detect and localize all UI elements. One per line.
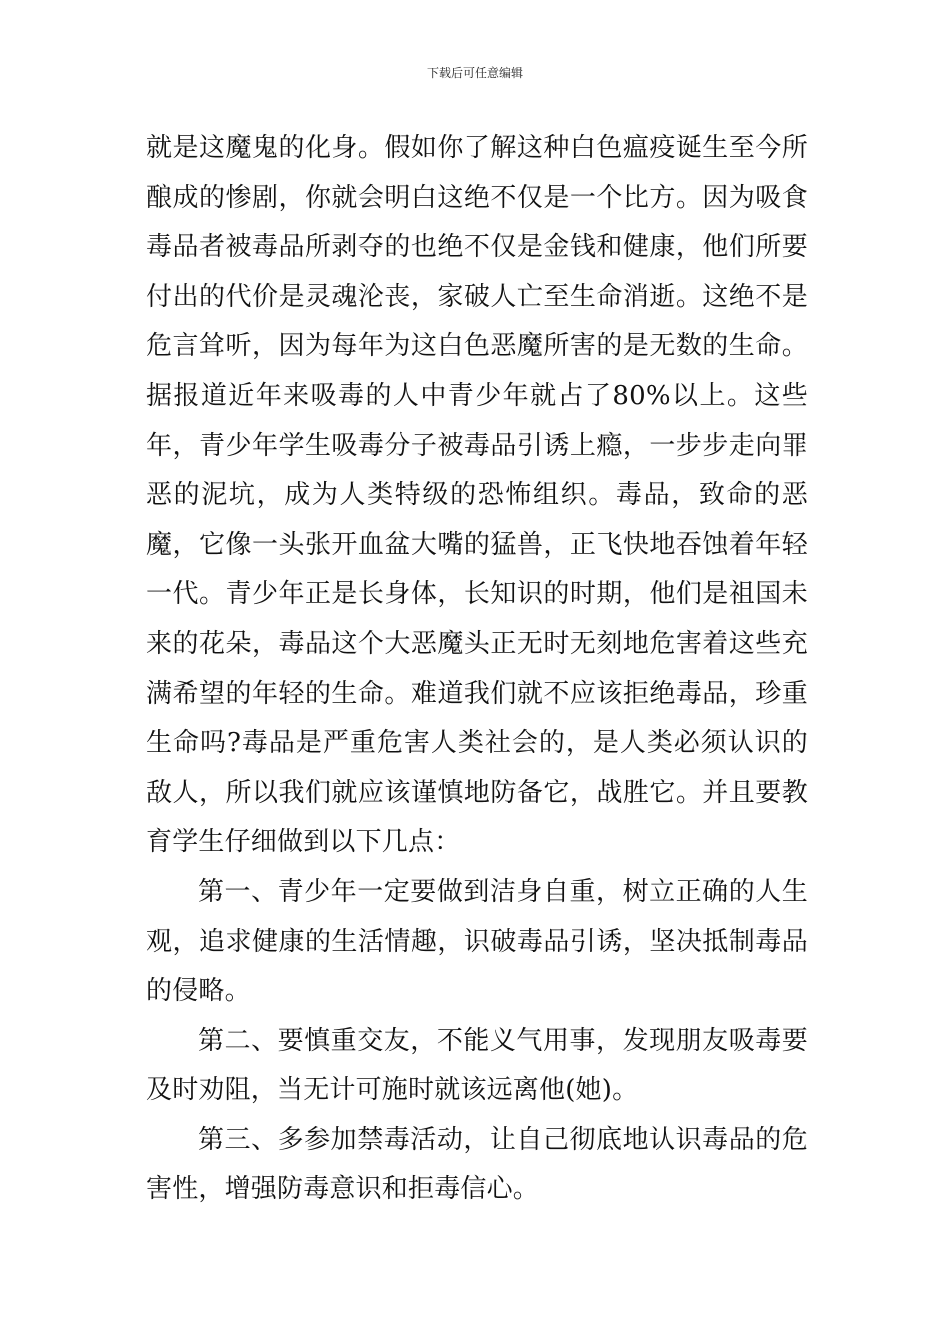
document-body [146,124,808,1215]
paragraph-point-one: 第一、青少年一定要做到洁身自重，树立正确的人生观，追求健康的生活情趣，识破毒品引诱，坚决抵制毒品的侵略。 [146,876,808,1007]
paragraph-point-two: 第二、要慎重交友，不能义气用事，发现朋友吸毒要及时劝阻，当无计可施时就该远离他(她)。 [146,1025,808,1106]
paragraph-point-three: 第三、多参加禁毒活动，让自己彻底地认识毒品的危害性，增强防毒意识和拒毒信心。 [146,1124,808,1205]
page-header-note: 下载后可任意编辑 [426,66,523,80]
paragraph-intro: 就是这魔鬼的化身。假如你了解这种白色瘟疫诞生至今所酿成的惨剧，你就会明白这绝不仅是一个比方。因为吸食毒品者被毒品所剥夺的也绝不仅是金钱和健康，他们所要付出的代价是灵魂沦丧，家破人亡至生命消逝。这绝不是危言耸听，因为每年为这白色恶魔所害的是无数的生命。据报道近年来吸毒的人中青少年就占了80%以上。这些年，青少年学生吸毒分子被毒品引诱上瘾，一步步走向罪恶的泥坑，成为人类特级的恐怖组织。毒品，致命的恶魔，它像一头张开血盆大嘴的猛兽，正飞快地吞蚀着年轻一代。青少年正是长身体，长知识的时期，他们是祖国未来的花朵，毒品这个大恶魔头正无时无刻地危害着这些充满希望的年轻的生命。难道我们就不应该拒绝毒品，珍重生命吗?毒品是严重危害人类社会的，是人类必须认识的敌人，所以我们就应该谨慎地防备它，战胜它。并且要教育学生仔细做到以下几点： [146,133,808,858]
